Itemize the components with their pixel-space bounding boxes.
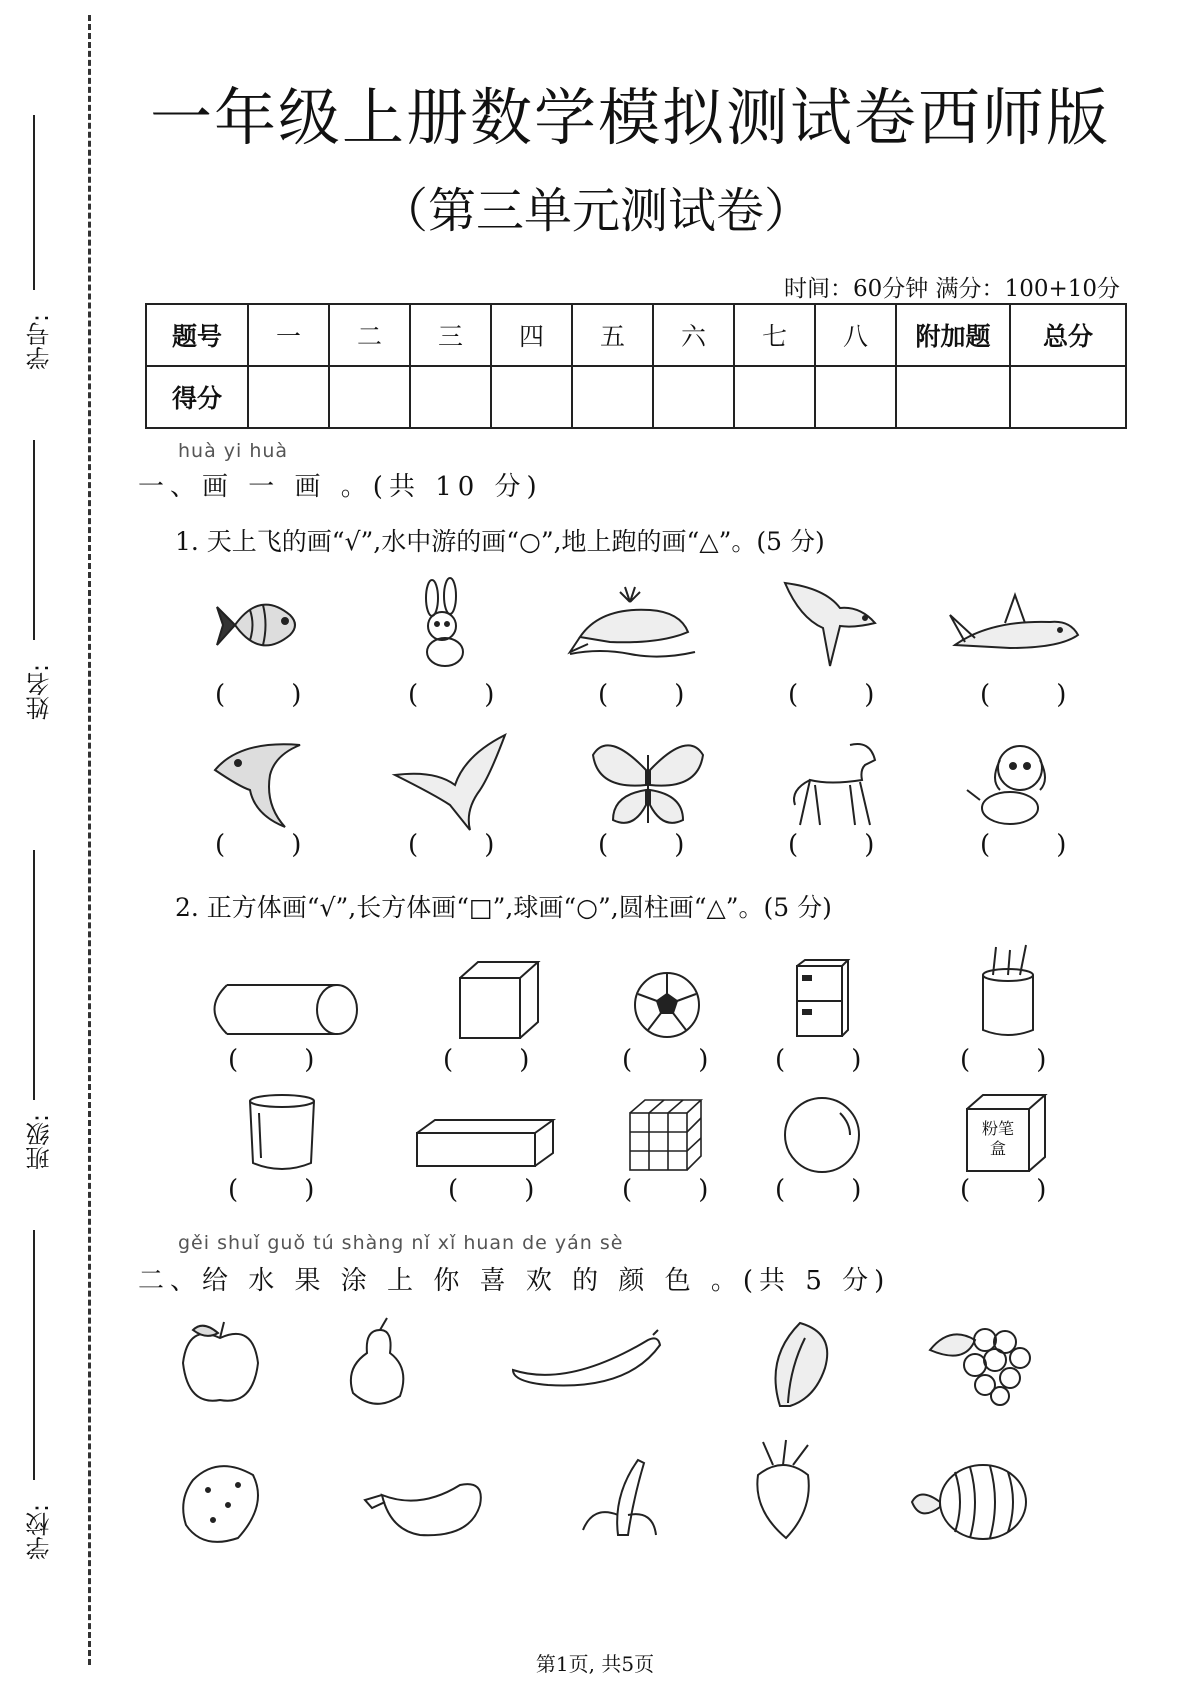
answer-paren-1[interactable]: ( ) xyxy=(215,680,302,710)
answer-paren-12[interactable]: ( ) xyxy=(443,1045,530,1075)
score-table-score-row xyxy=(146,366,1126,428)
radish-icon[interactable] xyxy=(748,1440,818,1540)
page-title: 一年级上册数学模拟测试卷西师版 xyxy=(150,81,1111,154)
score-table-header-row xyxy=(146,304,1126,366)
grapes-icon[interactable] xyxy=(925,1320,1030,1405)
class-label: 班级: xyxy=(26,1113,54,1170)
question1-text: 1. 天上飞的画“√”,水中游的画“○”,地上跑的画“△”。(5 分) xyxy=(175,527,825,556)
score-header-cell: 七 xyxy=(734,304,815,366)
ball-icon xyxy=(782,1095,862,1175)
apple-icon[interactable] xyxy=(178,1318,263,1408)
name-label: 姓名: xyxy=(26,663,54,720)
score-header-cell: 题号 xyxy=(146,304,248,366)
cucumber-icon[interactable] xyxy=(508,1330,663,1390)
rubik-cube-icon xyxy=(628,1098,703,1173)
score-header-cell: 二 xyxy=(329,304,410,366)
butterfly-icon xyxy=(588,735,708,830)
dolphin-icon xyxy=(210,735,310,830)
answer-paren-5[interactable]: ( ) xyxy=(980,680,1067,710)
page-subtitle: （第三单元测试卷） xyxy=(380,183,813,239)
score-row-label: 得分 xyxy=(146,366,248,428)
name-line[interactable] xyxy=(33,440,35,640)
student-no-label: 学号: xyxy=(26,313,54,370)
score-input-cell[interactable] xyxy=(1010,366,1126,428)
score-input-cell[interactable] xyxy=(734,366,815,428)
bird-icon xyxy=(785,578,885,668)
potato-icon[interactable] xyxy=(178,1460,263,1545)
question2-text: 2. 正方体画“√”,长方体画“□”,球画“○”,圆柱画“△”。(5 分) xyxy=(175,893,832,922)
score-header-cell: 六 xyxy=(653,304,734,366)
answer-paren-7[interactable]: ( ) xyxy=(408,830,495,860)
score-input-cell[interactable] xyxy=(248,366,329,428)
dashed-cut-line xyxy=(88,15,91,1665)
dog-icon xyxy=(965,740,1065,830)
answer-paren-6[interactable]: ( ) xyxy=(215,830,302,860)
score-header-cell: 附加题 xyxy=(896,304,1010,366)
banana-icon[interactable] xyxy=(578,1455,658,1540)
cube-icon xyxy=(458,960,540,1040)
chalk-box-label: 粉笔盒 xyxy=(981,1119,1014,1158)
score-header-cell: 总分 xyxy=(1010,304,1126,366)
answer-paren-13[interactable]: ( ) xyxy=(622,1045,709,1075)
section1-heading: 一、画 一 画 。(共 10 分) xyxy=(138,472,543,502)
score-input-cell[interactable] xyxy=(815,366,896,428)
score-header-cell: 四 xyxy=(491,304,572,366)
answer-paren-3[interactable]: ( ) xyxy=(598,680,685,710)
long-box-icon xyxy=(415,1118,555,1168)
answer-paren-2[interactable]: ( ) xyxy=(408,680,495,710)
whale-icon xyxy=(570,582,695,662)
answer-paren-19[interactable]: ( ) xyxy=(775,1175,862,1205)
answer-paren-20[interactable]: ( ) xyxy=(960,1175,1047,1205)
section1-pinyin: huà yi huà xyxy=(178,440,289,462)
answer-paren-9[interactable]: ( ) xyxy=(788,830,875,860)
rabbit-icon xyxy=(410,580,480,670)
answer-paren-4[interactable]: ( ) xyxy=(788,680,875,710)
score-header-cell: 一 xyxy=(248,304,329,366)
score-input-cell[interactable] xyxy=(329,366,410,428)
student-no-line[interactable] xyxy=(33,115,35,290)
answer-paren-14[interactable]: ( ) xyxy=(775,1045,862,1075)
class-line[interactable] xyxy=(33,850,35,1100)
watermelon-icon[interactable] xyxy=(910,1462,1030,1542)
horse-icon xyxy=(790,740,885,830)
school-label: 学校: xyxy=(26,1503,54,1560)
locker-icon xyxy=(795,958,850,1038)
answer-paren-17[interactable]: ( ) xyxy=(448,1175,535,1205)
cup-icon xyxy=(247,1093,317,1173)
score-header-cell: 八 xyxy=(815,304,896,366)
score-table xyxy=(145,303,1127,429)
score-input-cell[interactable] xyxy=(410,366,491,428)
score-input-cell[interactable] xyxy=(653,366,734,428)
pear-icon[interactable] xyxy=(345,1318,410,1408)
answer-paren-15[interactable]: ( ) xyxy=(960,1045,1047,1075)
cabbage-icon[interactable] xyxy=(760,1318,835,1408)
shark-icon xyxy=(950,590,1080,660)
score-input-cell[interactable] xyxy=(572,366,653,428)
score-header-cell: 三 xyxy=(410,304,491,366)
section2-heading: 二、给 水 果 涂 上 你 喜 欢 的 颜 色 。(共 5 分) xyxy=(138,1266,891,1296)
eagle-icon xyxy=(395,735,510,830)
eggplant-icon[interactable] xyxy=(360,1480,485,1540)
section2-pinyin: gěi shuǐ guǒ tú shàng nǐ xǐ huan de yán sè xyxy=(178,1232,624,1254)
soccer-ball-icon xyxy=(632,970,702,1040)
school-line[interactable] xyxy=(33,1230,35,1480)
page-footer: 第1页, 共5页 xyxy=(535,1652,655,1676)
answer-paren-18[interactable]: ( ) xyxy=(622,1175,709,1205)
score-input-cell[interactable] xyxy=(896,366,1010,428)
exam-meta: 时间：60分钟 满分：100+10分 xyxy=(783,276,1120,302)
score-header-cell: 五 xyxy=(572,304,653,366)
binding-strip xyxy=(0,0,110,1682)
chalk-box-icon xyxy=(965,1093,1047,1173)
score-input-cell[interactable] xyxy=(491,366,572,428)
answer-paren-16[interactable]: ( ) xyxy=(228,1175,315,1205)
fish-icon xyxy=(215,585,315,665)
answer-paren-8[interactable]: ( ) xyxy=(598,830,685,860)
answer-paren-11[interactable]: ( ) xyxy=(228,1045,315,1075)
answer-paren-10[interactable]: ( ) xyxy=(980,830,1067,860)
cylinder-lying-icon xyxy=(202,982,362,1037)
pen-holder-icon xyxy=(978,945,1038,1040)
